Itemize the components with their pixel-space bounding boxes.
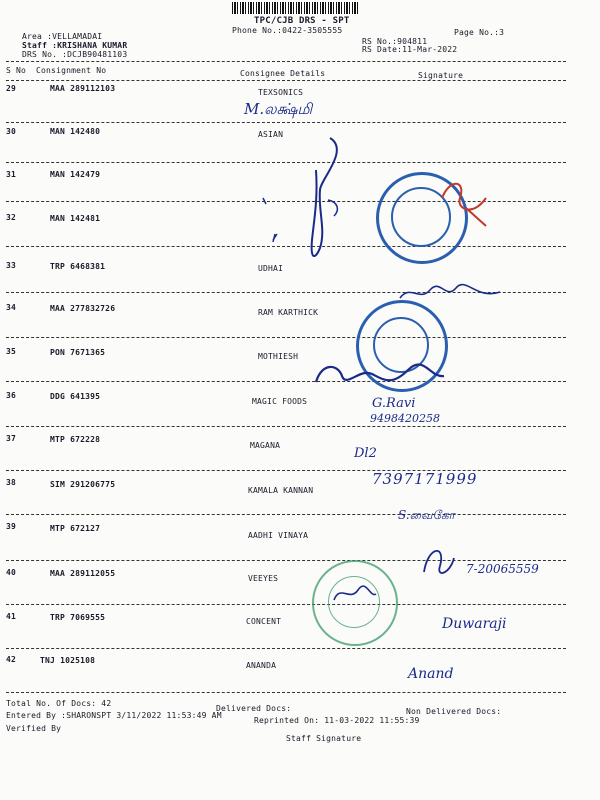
row-divider	[6, 470, 566, 471]
area: Area :VELLAMADAI	[22, 32, 103, 41]
row-consignee: ASIAN	[258, 130, 284, 139]
total-docs: Total No. Of Docs: 42	[6, 699, 112, 708]
row-sno: 33	[6, 261, 17, 270]
row-consignee: MAGANA	[250, 441, 281, 450]
row-sno: 40	[6, 568, 17, 577]
row-consignment: MTP 672228	[50, 435, 101, 444]
row-consignment: MAA 289112103	[50, 84, 116, 93]
row-consignee: UDHAI	[258, 264, 284, 273]
signature-35	[312, 358, 452, 394]
row-consignment: DDG 641395	[50, 392, 101, 401]
divider	[6, 80, 566, 81]
rs-date: RS Date:11-Mar-2022	[362, 45, 458, 54]
row-consignment: SIM 291206775	[50, 480, 116, 489]
row-consignee: VEEYES	[248, 574, 279, 583]
signature-over-stamp	[330, 580, 380, 610]
row-consignee: AADHI VINAYA	[248, 531, 309, 540]
reprinted-on: Reprinted On: 11-03-2022 11:55:39	[254, 716, 420, 725]
signature-40-phone: 7-20065559	[466, 562, 539, 576]
row-consignee: TEXSONICS	[258, 88, 304, 97]
row-consignee: MAGIC FOODS	[252, 397, 308, 406]
signature-42: Anand	[408, 666, 454, 682]
staff-name: Staff :KRISHANA KUMAR	[22, 41, 128, 50]
row-sno: 31	[6, 170, 17, 179]
staff-signature: Staff Signature	[286, 734, 362, 743]
row-sno: 41	[6, 612, 17, 621]
row-sno: 30	[6, 127, 17, 136]
row-sno: 37	[6, 434, 17, 443]
row-consignment: MAN 142480	[50, 127, 101, 136]
row-sno: 42	[6, 655, 17, 664]
row-divider	[6, 692, 566, 693]
row-consignment: TRP 7069555	[50, 613, 106, 622]
signature-40	[418, 538, 458, 582]
row-divider	[6, 337, 566, 338]
row-consignment: MAA 289112055	[50, 569, 116, 578]
row-consignee: KAMALA KANNAN	[248, 486, 314, 495]
column-header-consignment: Consignment No	[36, 66, 107, 75]
barcode	[232, 2, 358, 14]
row-consignment: TNJ 1025108	[40, 656, 96, 665]
row-divider	[6, 604, 566, 605]
tick-marks	[255, 190, 285, 250]
signature-36-phone: 9498420258	[370, 412, 440, 425]
entered-by: Entered By :SHARONSPT 3/11/2022 11:53:49 AM	[6, 711, 222, 720]
row-consignment: MAA 277832726	[50, 304, 116, 313]
verified-by: Verified By	[6, 724, 62, 733]
row-divider	[6, 514, 566, 515]
document-title: TPC/CJB DRS - SPT	[254, 16, 350, 26]
row-sno: 35	[6, 347, 17, 356]
row-sno: 36	[6, 391, 17, 400]
signature-38-phone: 7397171999	[372, 470, 478, 488]
red-signature-mark	[436, 168, 496, 238]
signature-29: M.லக்ஷ்மி	[244, 100, 313, 118]
row-consignee: RAM KARTHICK	[258, 308, 319, 317]
row-divider	[6, 162, 566, 163]
row-sno: 39	[6, 522, 17, 531]
row-sno: 34	[6, 303, 17, 312]
row-sno: 29	[6, 84, 17, 93]
row-consignment: MTP 672127	[50, 524, 101, 533]
page-number: Page No.:3	[454, 28, 505, 37]
signature-36-name: G.Ravi	[372, 396, 416, 411]
row-consignment: MAN 142479	[50, 170, 101, 179]
signature-41: Duwaraji	[442, 616, 507, 632]
column-header-consignee: Consignee Details	[240, 69, 326, 78]
signature-39: S.வைகோ	[398, 508, 455, 522]
signature-37: Dl2	[354, 446, 377, 461]
row-divider	[6, 122, 566, 123]
row-consignment: TRP 6468381	[50, 262, 106, 271]
row-divider	[6, 560, 566, 561]
non-delivered-docs: Non Delivered Docs:	[406, 707, 502, 716]
row-sno: 32	[6, 213, 17, 222]
divider	[6, 61, 566, 62]
column-header-sno: S No	[6, 66, 27, 75]
phone-number: Phone No.:0422-3505555	[232, 26, 343, 35]
row-sno: 38	[6, 478, 17, 487]
row-divider	[6, 246, 566, 247]
rs-number: RS No.:904811	[362, 37, 428, 46]
row-divider	[6, 648, 566, 649]
row-divider	[6, 381, 566, 382]
row-divider	[6, 426, 566, 427]
row-consignment: PON 7671365	[50, 348, 106, 357]
drs-number: DRS No. :DCJB90481103	[22, 50, 128, 59]
column-header-signature: Signature	[418, 71, 464, 80]
large-signature-stroke	[290, 130, 350, 270]
row-consignee: ANANDA	[246, 661, 277, 670]
row-consignment: MAN 142481	[50, 214, 101, 223]
row-consignee: CONCENT	[246, 617, 282, 626]
row-consignee: MOTHIESH	[258, 352, 299, 361]
delivered-docs: Delivered Docs:	[216, 704, 292, 713]
